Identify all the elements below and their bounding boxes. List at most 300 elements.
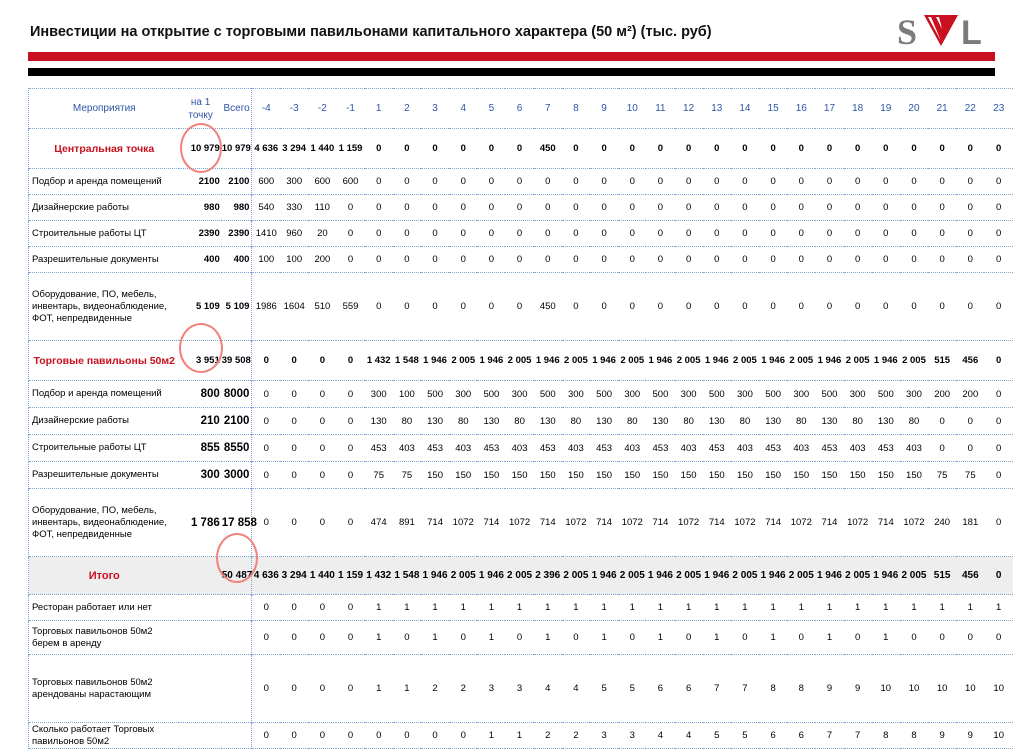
row-value: 0 <box>460 301 466 312</box>
row-value: 2 005 <box>789 355 814 366</box>
row-value: 150 <box>765 469 782 481</box>
row-value: 0 <box>967 202 973 213</box>
row-value: 3 <box>601 730 607 741</box>
row-value: 80 <box>570 415 582 427</box>
row-value: 0 <box>911 301 917 312</box>
row-value: 500 <box>539 388 556 400</box>
row-value: 330 <box>286 202 303 213</box>
row-value: 0 <box>911 254 917 265</box>
row-value: 600 <box>314 176 331 187</box>
row-value: 0 <box>826 176 833 187</box>
row-value: 1 <box>911 602 917 613</box>
row-value: 1 <box>432 602 438 613</box>
row-value: 0 <box>263 632 269 643</box>
row-value: 0 <box>432 176 438 187</box>
row-value: 0 <box>460 202 466 213</box>
row-value: 0 <box>573 632 579 643</box>
row-value: 1 <box>516 602 523 613</box>
row-value: 3 294 <box>282 143 307 154</box>
row-value: 150 <box>624 469 641 481</box>
row-value: 0 <box>319 683 326 694</box>
row-value: 150 <box>511 469 528 481</box>
row-value: 403 <box>680 442 697 454</box>
total-row <box>29 557 1014 595</box>
row-value: 1 <box>770 632 776 643</box>
row-value: 2 005 <box>564 355 588 366</box>
row-value: 130 <box>821 415 838 427</box>
svl-logo <box>895 8 995 50</box>
row-value: 0 <box>996 442 1002 454</box>
row-label: Сколько работает Торговых павильонов 50м2 <box>29 723 180 749</box>
row-value: 0 <box>826 143 833 154</box>
row-value: 0 <box>854 632 861 643</box>
row-label: Разрешительные документы <box>29 462 180 489</box>
row-value: 150 <box>539 469 556 481</box>
header-period: 21 <box>936 103 948 114</box>
row-value: 960 <box>286 228 303 239</box>
row-value: 0 <box>685 143 692 154</box>
row-value: 0 <box>685 176 692 187</box>
row-value: 6 <box>685 683 692 694</box>
row-value: 0 <box>883 202 889 213</box>
row-value: 10 <box>908 683 920 694</box>
row-value: 130 <box>370 415 387 427</box>
row-value: 0 <box>996 355 1002 366</box>
row-value: 0 <box>939 176 945 187</box>
row-value: 0 <box>460 228 466 239</box>
row-value: 150 <box>596 469 613 481</box>
row-value: 0 <box>291 730 297 741</box>
row-value: 0 <box>714 228 720 239</box>
row-value: 0 <box>291 683 297 694</box>
row-value: 0 <box>488 301 495 312</box>
row-value: 80 <box>457 415 469 427</box>
row-value: 1 946 <box>647 570 673 581</box>
header-band-black <box>28 68 995 76</box>
row-value: 0 <box>657 202 664 213</box>
row-value: 540 <box>258 202 275 213</box>
row-value: 300 <box>793 388 810 400</box>
row-value: 2 <box>460 683 466 694</box>
row-value: 1 440 <box>309 570 335 581</box>
logo-letter-s: S <box>897 12 918 50</box>
row-value: 0 <box>432 228 438 239</box>
row-value: 714 <box>596 517 613 528</box>
row-value: 7 <box>714 683 720 694</box>
row-value: 300 <box>680 388 697 400</box>
header-period: 15 <box>767 103 779 114</box>
row-value: 1 <box>883 602 889 613</box>
row-per-point: 2100 <box>198 176 220 187</box>
row-per-point: 210 <box>200 415 220 427</box>
row-total <box>222 723 252 749</box>
row-value: 1 946 <box>704 570 730 581</box>
row-value: 0 <box>967 254 973 265</box>
header-period: -2 <box>317 103 327 114</box>
row-value: 500 <box>483 388 500 400</box>
row-value: 0 <box>854 254 861 265</box>
row-value: 1 <box>488 632 495 643</box>
row-value: 0 <box>376 143 382 154</box>
row-value: 0 <box>404 202 410 213</box>
row-value: 0 <box>291 442 297 454</box>
row-value: 0 <box>883 143 889 154</box>
row-value: 0 <box>347 632 354 643</box>
row-value: 0 <box>376 730 382 741</box>
row-label: Торговых павильонов 50м2 берем в аренду <box>29 621 180 655</box>
row-value: 0 <box>573 254 579 265</box>
header-period: 3 <box>432 103 438 114</box>
row-value: 200 <box>314 254 331 265</box>
row-value: 500 <box>765 388 782 400</box>
row-value: 1 946 <box>873 570 899 581</box>
row-per-point: 300 <box>200 469 220 481</box>
row-value: 1072 <box>903 517 925 528</box>
row-value: 0 <box>911 228 917 239</box>
row-value: 450 <box>539 143 556 154</box>
row-value: 403 <box>511 442 528 454</box>
row-label: Дизайнерские работы <box>29 195 180 221</box>
row-value: 0 <box>347 442 354 454</box>
row-value: 0 <box>911 176 917 187</box>
row-value: 0 <box>685 632 692 643</box>
row-value: 80 <box>908 415 920 427</box>
table-row <box>29 462 1014 489</box>
row-value: 2 005 <box>563 570 589 581</box>
row-value: 0 <box>432 202 438 213</box>
row-value: 2 396 <box>535 570 561 581</box>
row-value: 0 <box>939 301 945 312</box>
row-value: 0 <box>629 176 635 187</box>
row-value: 240 <box>934 517 951 528</box>
row-value: 0 <box>911 632 917 643</box>
row-value: 100 <box>398 388 415 400</box>
row-value: 0 <box>347 469 354 481</box>
row-value: 1 <box>657 632 664 643</box>
row-value: 0 <box>601 254 607 265</box>
row-value: 1 <box>798 602 804 613</box>
row-value: 1 <box>939 602 945 613</box>
row-label: Дизайнерские работы <box>29 408 180 435</box>
row-value: 0 <box>967 176 973 187</box>
row-value: 500 <box>652 388 669 400</box>
row-value: 0 <box>996 632 1002 643</box>
row-value: 3 294 <box>281 570 307 581</box>
row-value: 0 <box>714 301 720 312</box>
row-value: 4 <box>657 730 664 741</box>
row-value: 0 <box>319 469 326 481</box>
row-value: 0 <box>432 730 438 741</box>
row-value: 714 <box>483 517 500 528</box>
row-value: 10 <box>993 683 1004 694</box>
row-value: 1 432 <box>366 355 391 366</box>
row-value: 2 005 <box>902 355 926 366</box>
header-period: 16 <box>795 103 807 114</box>
row-value: 403 <box>398 442 415 454</box>
row-value: 0 <box>657 301 664 312</box>
header-period: 6 <box>516 103 523 114</box>
row-value: 1072 <box>565 517 587 528</box>
row-value: 0 <box>629 254 635 265</box>
row-value: 0 <box>854 143 861 154</box>
row-value: 6 <box>657 683 664 694</box>
header-period: 17 <box>823 103 836 114</box>
row-value: 300 <box>511 388 528 400</box>
row-value: 0 <box>798 632 804 643</box>
row-value: 714 <box>765 517 782 528</box>
row-value: 0 <box>291 469 297 481</box>
row-value: 1 <box>854 602 861 613</box>
table-row <box>29 195 1014 221</box>
row-value: 20 <box>317 228 328 239</box>
row-value: 0 <box>996 176 1002 187</box>
row-value: 0 <box>432 301 438 312</box>
row-value: 403 <box>793 442 810 454</box>
row-value: 9 <box>854 683 861 694</box>
row-value: 0 <box>854 228 861 239</box>
row-value: 0 <box>742 176 748 187</box>
row-value: 1 946 <box>704 355 729 366</box>
row-value: 110 <box>314 202 330 213</box>
row-value: 0 <box>460 632 466 643</box>
row-value: 1 <box>685 602 692 613</box>
row-value: 0 <box>432 254 438 265</box>
row-value: 5 <box>714 730 720 741</box>
row-value: 0 <box>714 202 720 213</box>
row-value: 453 <box>596 442 613 454</box>
row-value: 0 <box>319 355 326 366</box>
row-value: 0 <box>376 301 382 312</box>
header-period: 5 <box>488 103 495 114</box>
table-row <box>29 408 1014 435</box>
row-value: 500 <box>427 388 443 400</box>
row-value: 453 <box>652 442 669 454</box>
row-value: 4 636 <box>254 143 279 154</box>
row-value: 4 <box>685 730 692 741</box>
row-value: 6 <box>798 730 804 741</box>
row-total: 17 858 <box>222 489 252 557</box>
row-per-point <box>179 557 221 595</box>
row-value: 1 <box>883 632 889 643</box>
row-per-point: 5 109 <box>195 301 220 312</box>
row-value: 300 <box>370 388 387 400</box>
row-value: 2 005 <box>450 570 476 581</box>
row-value: 0 <box>770 228 776 239</box>
row-value: 200 <box>934 388 951 400</box>
row-value: 10 <box>880 683 892 694</box>
row-value: 0 <box>854 202 861 213</box>
row-value: 0 <box>883 176 889 187</box>
row-value: 1 946 <box>592 355 616 366</box>
row-value: 0 <box>347 202 354 213</box>
header-total: Всего <box>222 89 252 129</box>
row-value: 1 946 <box>591 570 617 581</box>
row-per-point: 10 979 <box>190 143 220 154</box>
row-value: 0 <box>939 143 945 154</box>
row-value: 130 <box>483 415 500 427</box>
row-total: 8550 <box>222 435 252 462</box>
row-value: 150 <box>427 469 443 481</box>
header-period: 10 <box>626 103 638 114</box>
row-value: 1 <box>826 632 833 643</box>
row-value: 200 <box>962 388 979 400</box>
row-value: 0 <box>404 301 410 312</box>
header-period: -1 <box>346 103 355 114</box>
row-value: 0 <box>319 730 326 741</box>
row-value: 0 <box>404 254 410 265</box>
header-period: 18 <box>852 103 864 114</box>
row-value: 0 <box>798 143 804 154</box>
investment-table <box>28 88 1013 749</box>
row-value: 0 <box>319 632 326 643</box>
header-period: 20 <box>908 103 920 114</box>
row-value: 0 <box>291 415 297 427</box>
row-value: 453 <box>821 442 838 454</box>
row-value: 456 <box>961 570 979 581</box>
row-value: 891 <box>398 517 415 528</box>
row-value: 453 <box>708 442 725 454</box>
row-value: 0 <box>601 301 607 312</box>
row-total <box>222 595 252 621</box>
row-value: 0 <box>347 388 354 400</box>
row-value: 0 <box>545 254 551 265</box>
row-total <box>222 655 252 723</box>
row-value: 0 <box>996 301 1002 312</box>
row-value: 2 <box>432 683 438 694</box>
row-value: 7 <box>742 683 748 694</box>
row-value: 0 <box>967 442 973 454</box>
row-value: 0 <box>545 176 551 187</box>
row-total: 980 <box>222 195 252 221</box>
row-value: 0 <box>291 388 297 400</box>
row-value: 1 <box>545 632 551 643</box>
row-value: 10 <box>993 730 1004 741</box>
row-total: 3000 <box>222 462 252 489</box>
row-value: 80 <box>401 415 413 427</box>
row-value: 0 <box>516 254 523 265</box>
row-value: 0 <box>798 301 804 312</box>
row-value: 2 005 <box>676 570 702 581</box>
row-value: 0 <box>629 632 635 643</box>
row-value: 1072 <box>847 517 869 528</box>
row-value: 0 <box>488 176 495 187</box>
row-total: 10 979 <box>222 129 252 169</box>
row-value: 1 946 <box>423 355 447 366</box>
row-value: 450 <box>539 301 556 312</box>
row-value: 0 <box>996 388 1002 400</box>
header-period: 9 <box>601 103 607 114</box>
row-label: Разрешительные документы <box>29 247 180 273</box>
row-value: 453 <box>370 442 387 454</box>
row-value: 0 <box>685 228 692 239</box>
row-total <box>222 621 252 655</box>
row-value: 6 <box>770 730 776 741</box>
row-value: 0 <box>347 228 354 239</box>
row-value: 150 <box>680 469 697 481</box>
row-value: 0 <box>263 469 269 481</box>
row-value: 0 <box>967 143 973 154</box>
row-value: 1 432 <box>366 570 392 581</box>
row-value: 0 <box>967 228 973 239</box>
row-value: 0 <box>995 570 1002 581</box>
row-value: 1 <box>601 632 607 643</box>
row-value: 5 <box>601 683 607 694</box>
row-value: 0 <box>376 202 382 213</box>
header-period: -4 <box>261 103 271 114</box>
row-value: 0 <box>347 254 354 265</box>
row-value: 0 <box>516 176 523 187</box>
row-value: 0 <box>826 254 833 265</box>
row-value: 9 <box>826 683 833 694</box>
row-value: 0 <box>488 254 495 265</box>
row-value: 0 <box>263 683 269 694</box>
row-value: 4 <box>545 683 551 694</box>
row-value: 403 <box>737 442 753 454</box>
row-value: 9 <box>967 730 973 741</box>
row-value: 1 <box>629 602 635 613</box>
row-value: 0 <box>826 202 833 213</box>
row-value: 2 005 <box>845 355 870 366</box>
table-row <box>29 247 1014 273</box>
row-value: 0 <box>291 355 297 366</box>
row-label: Подбор и аренда помещений <box>29 169 180 195</box>
row-value: 5 <box>629 683 635 694</box>
row-value: 1 946 <box>535 355 560 366</box>
row-value: 2 005 <box>507 355 532 366</box>
row-value: 1 <box>714 602 720 613</box>
row-value: 0 <box>573 301 579 312</box>
logo-triangle <box>924 15 958 46</box>
row-label: Подбор и аренда помещений <box>29 381 180 408</box>
row-value: 1 <box>573 602 579 613</box>
row-total: 39 508 <box>222 341 252 381</box>
row-value: 1 440 <box>310 143 335 154</box>
row-value: 2 005 <box>845 570 871 581</box>
row-value: 0 <box>657 254 664 265</box>
row-value: 0 <box>714 176 720 187</box>
row-value: 0 <box>347 683 354 694</box>
header-period: 19 <box>880 103 892 114</box>
row-value: 80 <box>626 415 638 427</box>
row-value: 0 <box>376 228 382 239</box>
row-value: 0 <box>460 143 466 154</box>
row-value: 0 <box>770 202 776 213</box>
row-value: 2 005 <box>732 570 758 581</box>
row-value: 1410 <box>255 228 277 239</box>
row-value: 0 <box>404 228 410 239</box>
row-value: 0 <box>770 301 776 312</box>
row-value: 1 <box>516 730 523 741</box>
row-value: 0 <box>545 228 551 239</box>
row-value: 0 <box>826 228 833 239</box>
row-value: 0 <box>629 228 635 239</box>
row-value: 0 <box>657 143 664 154</box>
table-row <box>29 595 1014 621</box>
row-value: 0 <box>826 301 833 312</box>
row-per-point <box>179 621 221 655</box>
row-value: 1 946 <box>422 570 448 581</box>
row-value: 0 <box>996 517 1002 528</box>
row-value: 150 <box>483 469 500 481</box>
row-value: 0 <box>601 228 607 239</box>
row-value: 1986 <box>255 301 277 312</box>
row-value: 0 <box>263 442 269 454</box>
row-value: 150 <box>652 469 669 481</box>
row-value: 1 <box>376 683 382 694</box>
row-value: 75 <box>936 469 948 481</box>
row-value: 0 <box>939 632 945 643</box>
row-label: Ресторан работает или нет <box>29 595 180 621</box>
